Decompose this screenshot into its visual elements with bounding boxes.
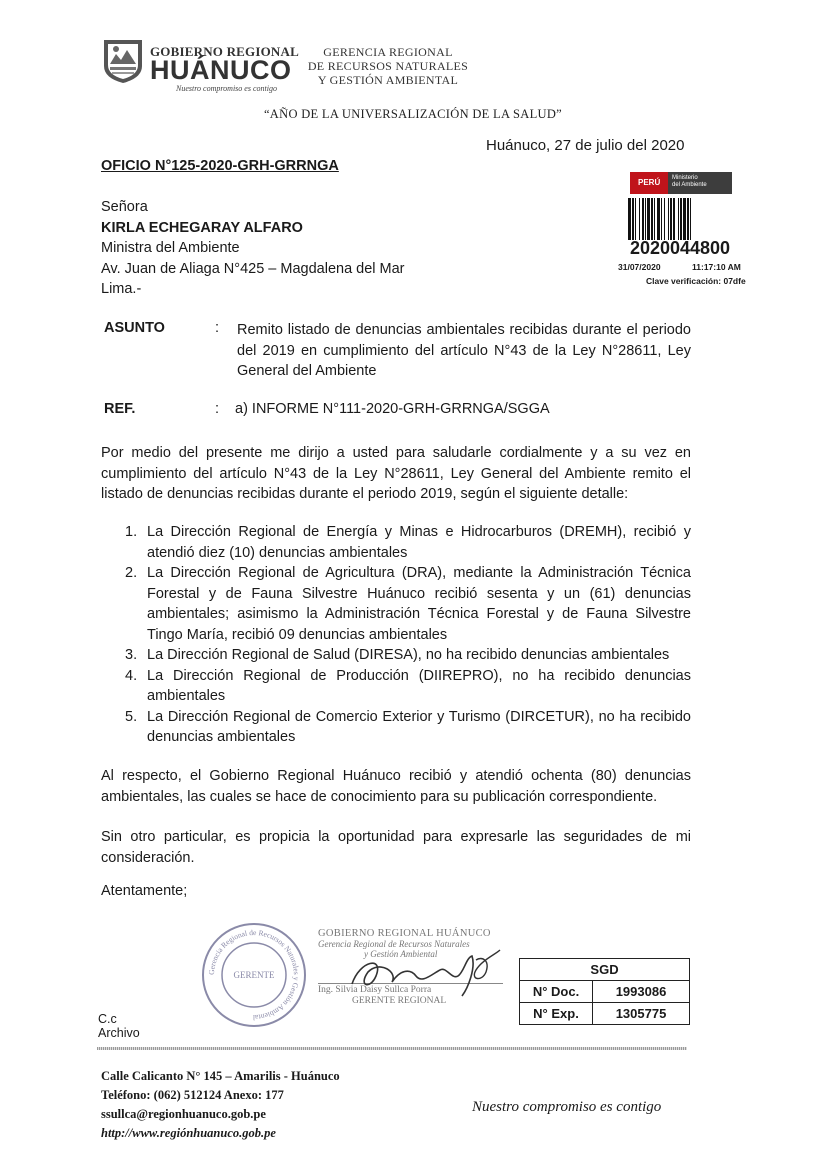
list-item-text: La Dirección Regional de Agricultura (DRA), mediante la Administración Técnica Forestal y de Fauna Silvestre Huánuco recibió sesenta y un (61) denuncias ambientales; asimismo la Administración Técnica Forestal y de Fauna Silvestre Tingo María, recibió 09 denuncias ambientales <box>147 565 691 643</box>
gerencia-heading <box>298 45 478 87</box>
document-number: OFICIO N°125-2020-GRH-GRRNGA <box>101 158 339 174</box>
barcode-bar <box>647 198 650 240</box>
addressee-address: Av. Juan de Aliaga N°425 – Magdalena del Mar <box>101 260 405 277</box>
sgd-key: N° Exp. <box>520 1003 593 1025</box>
subject-label: ASUNTO <box>104 320 165 336</box>
footer-divider <box>97 1047 687 1050</box>
seal-line: y Gestión Ambiental <box>364 949 438 959</box>
barcode-bar <box>651 198 653 240</box>
reference-colon: : <box>215 401 220 417</box>
ministry-line: Ministerio <box>672 175 698 181</box>
sgd-value: 1993086 <box>593 981 690 1003</box>
registry-date: 31/07/2020 <box>618 262 661 272</box>
list-item-number: 2. <box>125 565 138 581</box>
barcode-bar <box>654 198 655 240</box>
reference-label: REF. <box>104 401 136 417</box>
ministry-line: del Ambiente <box>672 182 707 188</box>
addressee-block <box>101 197 405 300</box>
footer-contact <box>101 1067 340 1143</box>
barcode-bar <box>687 198 689 240</box>
footer-email[interactable]: ssullca@regionhuanuco.gob.pe <box>101 1107 266 1121</box>
seal-line: GOBIERNO REGIONAL HUÁNUCO <box>318 928 491 939</box>
barcode-bar <box>673 198 675 240</box>
office-seal-icon <box>200 921 308 1029</box>
barcode-bar <box>657 198 660 240</box>
barcode-bar <box>670 198 672 240</box>
sgd-value: 1305775 <box>593 1003 690 1025</box>
logo-title: GOBIERNO REGIONAL <box>150 44 299 59</box>
footer-address: Calle Calicanto N° 145 – Amarilis - Huánuco <box>101 1069 340 1083</box>
addressee-city: Lima.- <box>101 281 142 297</box>
footer-motto: Nuestro compromiso es contigo <box>472 1099 662 1115</box>
logo-name: HUÁNUCO <box>150 55 292 85</box>
barcode-bar <box>690 198 691 240</box>
list-item-text: La Dirección Regional de Comercio Exterior y Turismo (DIRCETUR), no ha recibido denuncias ambientales <box>147 708 691 745</box>
country-label: PERÚ <box>630 172 668 194</box>
summary-paragraph: Al respecto, el Gobierno Regional Huánuco recibió y atendió ochenta (80) denuncias ambientales, las cuales se hace de conocimiento para su publicación correspondiente. <box>101 768 691 805</box>
subject-text: Remito listado de denuncias ambientales recibidas durante el periodo del 2019 en cumplimiento del artículo N°43 de la Ley N°28611, Ley General del Ambiente <box>237 322 691 379</box>
verification-code: Clave verificación: 07dfe <box>646 276 746 286</box>
list-item-number: 3. <box>125 647 138 663</box>
addressee-position: Ministra del Ambiente <box>101 240 240 256</box>
letter-date: Huánuco, 27 de julio del 2020 <box>486 137 685 154</box>
seal-center-text: GERENTE <box>233 970 275 980</box>
barcode-bar <box>668 198 669 240</box>
list-item <box>101 666 691 707</box>
gerencia-line: DE RECURSOS NATURALES <box>307 59 469 73</box>
intro-paragraph: Por medio del presente me dirijo a usted para saludarle cordialmente y a su vez en cumplimiento del artículo N°43 de la Ley N°28611, Ley General del Ambiente remito el listado de denuncias recibidas durante el periodo 2019, según el siguiente detalle: <box>101 445 691 502</box>
list-item-number: 5. <box>125 708 138 725</box>
footer-website[interactable]: http://www.regiónhuanuco.gob.pe <box>101 1126 276 1140</box>
ministry-badge <box>630 172 732 194</box>
complaints-list <box>101 522 691 748</box>
table-row <box>520 981 690 1003</box>
barcode-icon <box>628 198 732 240</box>
salutation: Señora <box>101 199 148 215</box>
barcode-bar <box>678 198 679 240</box>
registry-time: 11:17:10 AM <box>692 262 741 272</box>
addressee-name: KIRLA ECHEGARAY ALFARO <box>101 219 303 236</box>
sgd-title: SGD <box>520 959 690 981</box>
gerencia-line: Y GESTIÓN AMBIENTAL <box>317 73 459 87</box>
cc-line: C.c <box>98 1012 117 1026</box>
list-item <box>101 645 691 666</box>
carbon-copy <box>98 1012 140 1040</box>
barcode-bar <box>664 198 665 240</box>
subject-colon: : <box>215 320 220 336</box>
logo-slogan: Nuestro compromiso es contigo <box>176 84 277 93</box>
list-item-text: La Dirección Regional de Energía y Minas e Hidrocarburos (DREMH), recibió y atendió diez (10) denuncias ambientales <box>147 524 691 561</box>
barcode-bar <box>683 198 686 240</box>
list-item <box>101 563 691 645</box>
sgd-table <box>519 958 690 1025</box>
registry-number: 2020044800 <box>629 238 731 258</box>
gerencia-line: GERENCIA REGIONAL <box>323 45 453 59</box>
reference-text: a) INFORME N°111-2020-GRH-GRRNGA/SGGA <box>235 401 550 417</box>
barcode-bar <box>639 198 640 240</box>
table-row <box>520 1003 690 1025</box>
valediction: Atentamente; <box>101 883 188 899</box>
barcode-bar <box>661 198 662 240</box>
list-item <box>101 522 691 563</box>
list-item <box>101 707 691 748</box>
seal-ring-text: Gerencia Regional de Recursos Naturales y Gestión Ambiental <box>206 927 302 1023</box>
barcode-bar <box>628 198 631 240</box>
cc-line: Archivo <box>98 1026 140 1040</box>
barcode-bar <box>642 198 644 240</box>
signer-title: GERENTE REGIONAL <box>352 996 447 1006</box>
list-item-number: 1. <box>125 524 138 540</box>
list-item-text: La Dirección Regional de Producción (DIIREPRO), no ha recibido denuncias ambientales <box>147 667 691 704</box>
list-item-text: La Dirección Regional de Salud (DIRESA), no ha recibido denuncias ambientales <box>147 647 670 663</box>
year-motto: “AÑO DE LA UNIVERSALIZACIÓN DE LA SALUD” <box>263 107 563 121</box>
barcode-bar <box>632 198 634 240</box>
barcode-bar <box>635 198 636 240</box>
barcode-bar <box>645 198 646 240</box>
list-item-number: 4. <box>125 667 138 684</box>
closing-paragraph: Sin otro particular, es propicia la oportunidad para expresarle las seguridades de mi consideración. <box>101 829 691 866</box>
sgd-key: N° Doc. <box>520 981 593 1003</box>
barcode-bar <box>680 198 682 240</box>
regional-emblem-icon <box>100 36 146 84</box>
footer-phone: Teléfono: (062) 512124 Anexo: 177 <box>101 1088 284 1102</box>
handwritten-signature-icon <box>340 946 510 1006</box>
signer-name: Ing. Silvia Daisy Sullca Porra <box>318 983 503 996</box>
ministry-label <box>668 172 732 194</box>
seal-line: Gerencia Regional de Recursos Naturales <box>318 939 470 949</box>
